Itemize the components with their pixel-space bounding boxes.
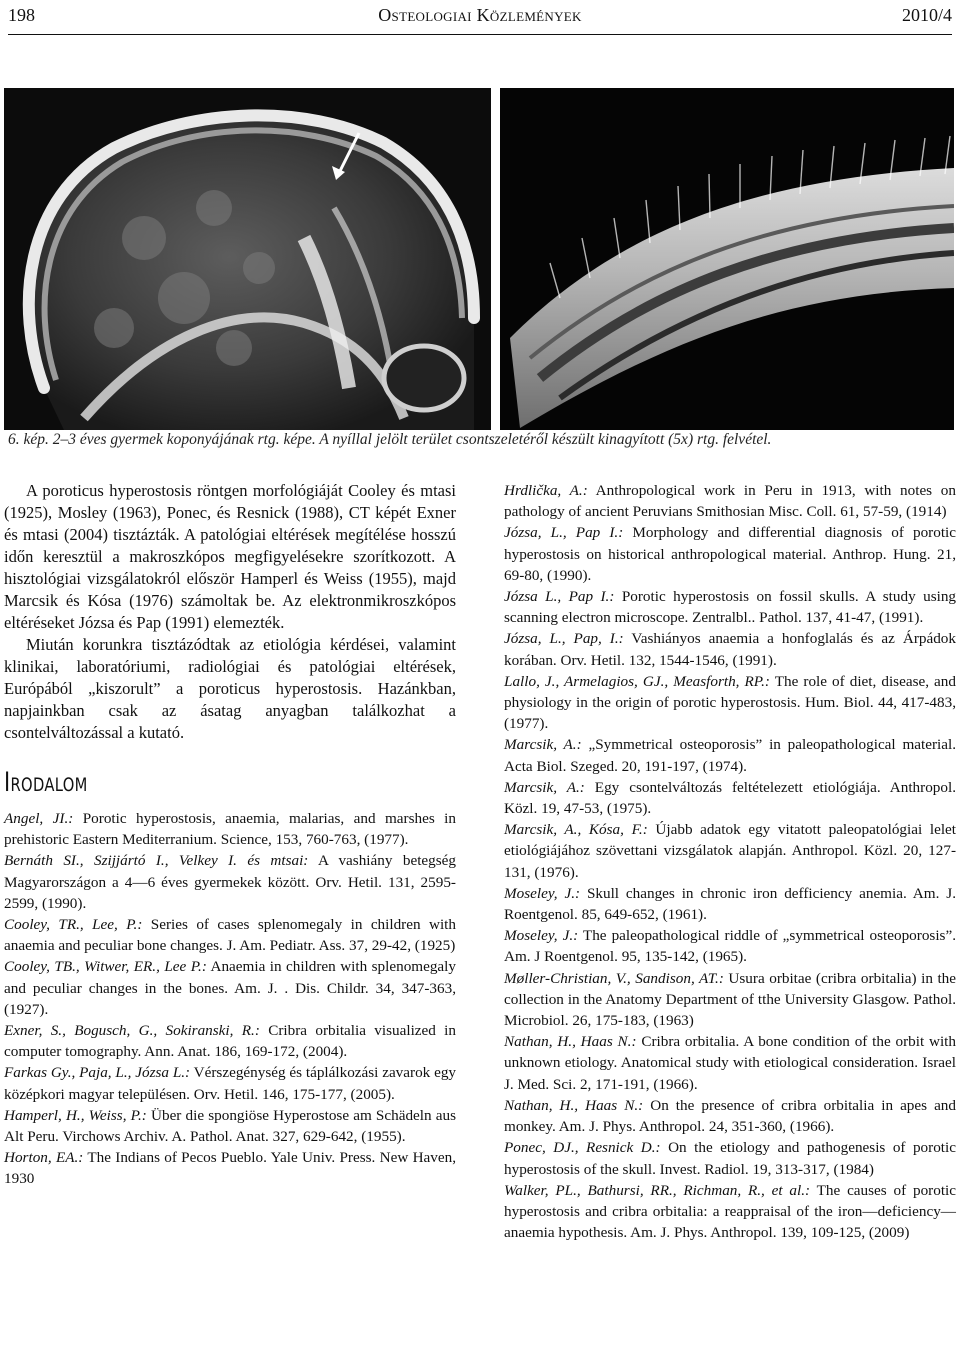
reference-text: Cribra orbitalia. A bone condition of the orbit with unknown etiology. Anatomical study with etiological consideration. Israel J. Med. Sci. 2, 171-191, (1966). xyxy=(504,1033,956,1093)
reference-text: Morphology and differential diagnosis of porotic hyperostosis on historical anthropological material. Anthrop. Hung. 21, 69-80, (1990). xyxy=(504,524,956,584)
reference-authors: Marcsik, A.: xyxy=(504,736,582,754)
reference-text: Series of cases splenomegaly in children with anaemia and peculiar bone changes. J. Am. Pediatr. Ass. 37, 29-42, (1925) xyxy=(4,916,456,955)
reference-authors: Nathan, H., Haas N.: xyxy=(504,1033,637,1051)
reference-text: A vashiány betegség Magyarországon a 4—6 éves gyermekek között. Orv. Hetil. 131, 2595-2599, (1990). xyxy=(4,852,456,912)
reference-authors: Ponec, DJ., Resnick D.: xyxy=(504,1139,661,1157)
reference-text: The Indians of Pecos Pueblo. Yale Univ. Press. New Haven, 1930 xyxy=(4,1149,457,1188)
reference-item xyxy=(504,968,956,1032)
reference-text: The role of diet, disease, and physiology in the origin of porotic hyperostosis. Hum. Biol. 44, 417-483, (1977). xyxy=(504,672,956,733)
reference-text: On the presence of cribra orbitalia in apes and monkey. Am. J. Phys. Anthropol. 24, 351-360, (1966). xyxy=(504,1096,956,1136)
reference-text: The causes of porotic hyperostosis and cribra orbitalia: a reappraisal of the iron—deficiency—anaemia hypothesis. Am. J. Phys. Anthropol. 139, 109-125, (2009) xyxy=(504,1181,956,1242)
reference-authors: Angel, JI.: xyxy=(4,810,74,827)
section-title: Irodalom xyxy=(4,767,88,798)
right-column xyxy=(504,480,956,1243)
figure-caption: 6. kép. 2–3 éves gyermek koponyájának rtg. képe. A nyíllal jelölt terület csontszeletéről készült kinagyított (5x) rtg. felvétel. xyxy=(8,431,772,448)
reference-item xyxy=(4,1020,456,1062)
reference-list-right xyxy=(504,480,956,1243)
reference-item xyxy=(504,819,956,883)
reference-authors: Lallo, J., Armelagios, GJ., Measforth, RP.: xyxy=(504,672,770,690)
reference-text: Vashiányos anaemia a honfoglalás és az Árpádok korában. Orv. Hetil. 132, 1544-1546, (1991). xyxy=(504,630,956,669)
reference-list-left xyxy=(4,808,456,1190)
issue-number: 2010/4 xyxy=(901,5,952,25)
reference-text: Egy csontelváltozás feltételezett etiológiája. Anthropol. Közl. 19, 47-53, (1975). xyxy=(504,778,957,818)
reference-authors: Józsa, L., Pap, I.: xyxy=(504,630,624,648)
reference-authors: Józsa, L., Pap I.: xyxy=(504,524,624,542)
reference-item xyxy=(4,1062,456,1104)
body-paragraph: A poroticus hyperostosis röntgen morfológiáját Cooley és mtasi (1925), Mosley (1963), Ponec, és Resnick (1988), CT képét Exner és mtasi (2004) tisztázták. A patológiai eltérések megítélése hosszú időn keresztül a makroszkópos megfigyelésekre szorítkozott. A hisztológiai vizsgálatokról először Hamperl és Weiss (1955), majd Marcsik és Kósa (1976) számoltak be. Az elektronmikroszkópos eltéréseket Józsa és Pap (1991) elemezték. xyxy=(4,481,456,632)
reference-authors: Hamperl, H., Weiss, P.: xyxy=(4,1106,147,1124)
reference-authors: Møller-Christian, V., Sandison, AT.: xyxy=(504,969,724,987)
reference-authors: Józsa L., Pap I.: xyxy=(504,588,615,606)
reference-item xyxy=(504,1137,956,1179)
page-number: 198 xyxy=(8,5,35,25)
reference-text: Anthropological work in Peru in 1913, with notes on pathology of ancient Peruvians Smithosian Misc. Coll. 61, 57-59, (1914) xyxy=(504,482,956,521)
reference-item xyxy=(504,1031,956,1095)
reference-authors: Farkas Gy., Paja, L., Józsa L.: xyxy=(4,1064,191,1082)
skull-radiograph-image xyxy=(4,88,491,430)
reference-authors: Exner, S., Bogusch, G., Sokiranski, R.: xyxy=(4,1022,260,1040)
reference-item xyxy=(4,850,456,914)
reference-authors: Moseley, J.: xyxy=(504,884,581,902)
reference-authors: Horton, EA.: xyxy=(4,1149,84,1167)
reference-item xyxy=(4,914,456,956)
reference-item xyxy=(504,925,956,967)
left-column xyxy=(4,480,456,1190)
reference-authors: Walker, PL., Bathursi, RR., Richman, R., et al.: xyxy=(504,1181,811,1199)
reference-text: On the etiology and pathogenesis of porotic hyperostosis of the skull. Invest. Radiol. 19, 313-317, (1984) xyxy=(504,1139,956,1178)
journal-title: Osteologiai Közlemények xyxy=(378,5,582,25)
reference-text: „Symmetrical osteoporosis” in paleopathological material. Acta Biol. Szeged. 20, 191-197, (1974). xyxy=(504,736,956,775)
reference-item xyxy=(4,1147,456,1189)
reference-item xyxy=(504,586,956,628)
reference-text: Über die spongiöse Hyperostose am Schädeln aus Alt Peru. Virchows Archiv. A. Pathol. Anat. 327, 629-642, (1955). xyxy=(4,1106,457,1146)
reference-item xyxy=(504,1095,956,1137)
reference-item xyxy=(504,883,956,925)
reference-text: The paleopathological riddle of „symmetrical osteoporosis”. Am. J Roentgenol. 95, 135-142, (1965). xyxy=(504,927,956,966)
reference-authors: Marcsik, A., Kósa, F.: xyxy=(504,821,648,839)
reference-item xyxy=(504,1180,956,1244)
reference-authors: Marcsik, A.: xyxy=(504,778,585,796)
reference-text: Vérszegénység és táplálkozási zavarok egy középkori magyar településen. Orv. Hetil. 146, 175-177, (2005). xyxy=(4,1064,457,1103)
reference-authors: Cooley, TB., Witwer, ER., Lee P.: xyxy=(4,958,207,976)
reference-item xyxy=(504,628,956,670)
enlarged-bone-section-radiograph xyxy=(500,88,954,430)
header-rule xyxy=(8,34,952,35)
reference-text: Porotic hyperostosis on fossil skulls. A study using scanning electron microscope. Zentralbl.. Pathol. 137, 41-47, (1991). xyxy=(504,588,957,627)
figure-6 xyxy=(4,88,954,430)
reference-text: Anaemia in children with splenomegaly and peculiar changes in the bones. Am. J. . Dis. Childr. 34, 347-363, (1927). xyxy=(4,958,456,1018)
body-paragraph: Miután korunkra tisztázódtak az etiológia kérdései, valamint klinikai, laboratóriumi, radiológiai és patológiai eltérések, Európából „kiszorult” a poroticus hyperostosis. Hazánkban, napjainkban csak az ásatag anyagban találkozhat a csontelváltozással a kutató. xyxy=(4,635,456,742)
reference-item xyxy=(504,522,956,586)
reference-item xyxy=(504,480,956,522)
reference-authors: Moseley, J.: xyxy=(504,927,579,945)
reference-text: Skull changes in chronic iron defficiency anemia. Am. J. Roentgenol. 85, 649-652, (1961). xyxy=(504,884,956,924)
reference-item xyxy=(504,734,956,776)
reference-authors: Nathan, H., Haas N.: xyxy=(504,1096,644,1114)
reference-authors: Hrdlička, A.: xyxy=(504,482,588,499)
reference-text: Újabb adatok egy vitatott paleopatológiai lelet etiológiájához szövettani vizsgálatok alapján. Anthropol. Közl. 20, 127-131, (1976). xyxy=(504,821,957,881)
reference-item xyxy=(504,777,956,819)
reference-authors: Bernáth SI., Szijjártó I., Velkey I. és mtsai: xyxy=(4,852,309,870)
reference-item xyxy=(4,808,456,850)
reference-text: Cribra orbitalia visualized in computer tomography. Ann. Anat. 186, 169-172, (2004). xyxy=(4,1022,456,1061)
reference-text: Usura orbitae (cribra orbitalia) in the collection in the Anatomy Department of tthe University Glasgow. Pathol. Microbiol. 26, 175-183, (1963) xyxy=(504,969,957,1030)
reference-item xyxy=(504,671,956,735)
reference-authors: Cooley, TR., Lee, P.: xyxy=(4,916,143,934)
reference-item xyxy=(4,1105,456,1147)
reference-text: Porotic hyperostosis, anaemia, malarias, and marshes in prehistoric Eastern Mediterranium. Science, 153, 760-763, (1977). xyxy=(4,810,456,849)
reference-item xyxy=(4,956,456,1020)
running-header xyxy=(8,0,952,34)
